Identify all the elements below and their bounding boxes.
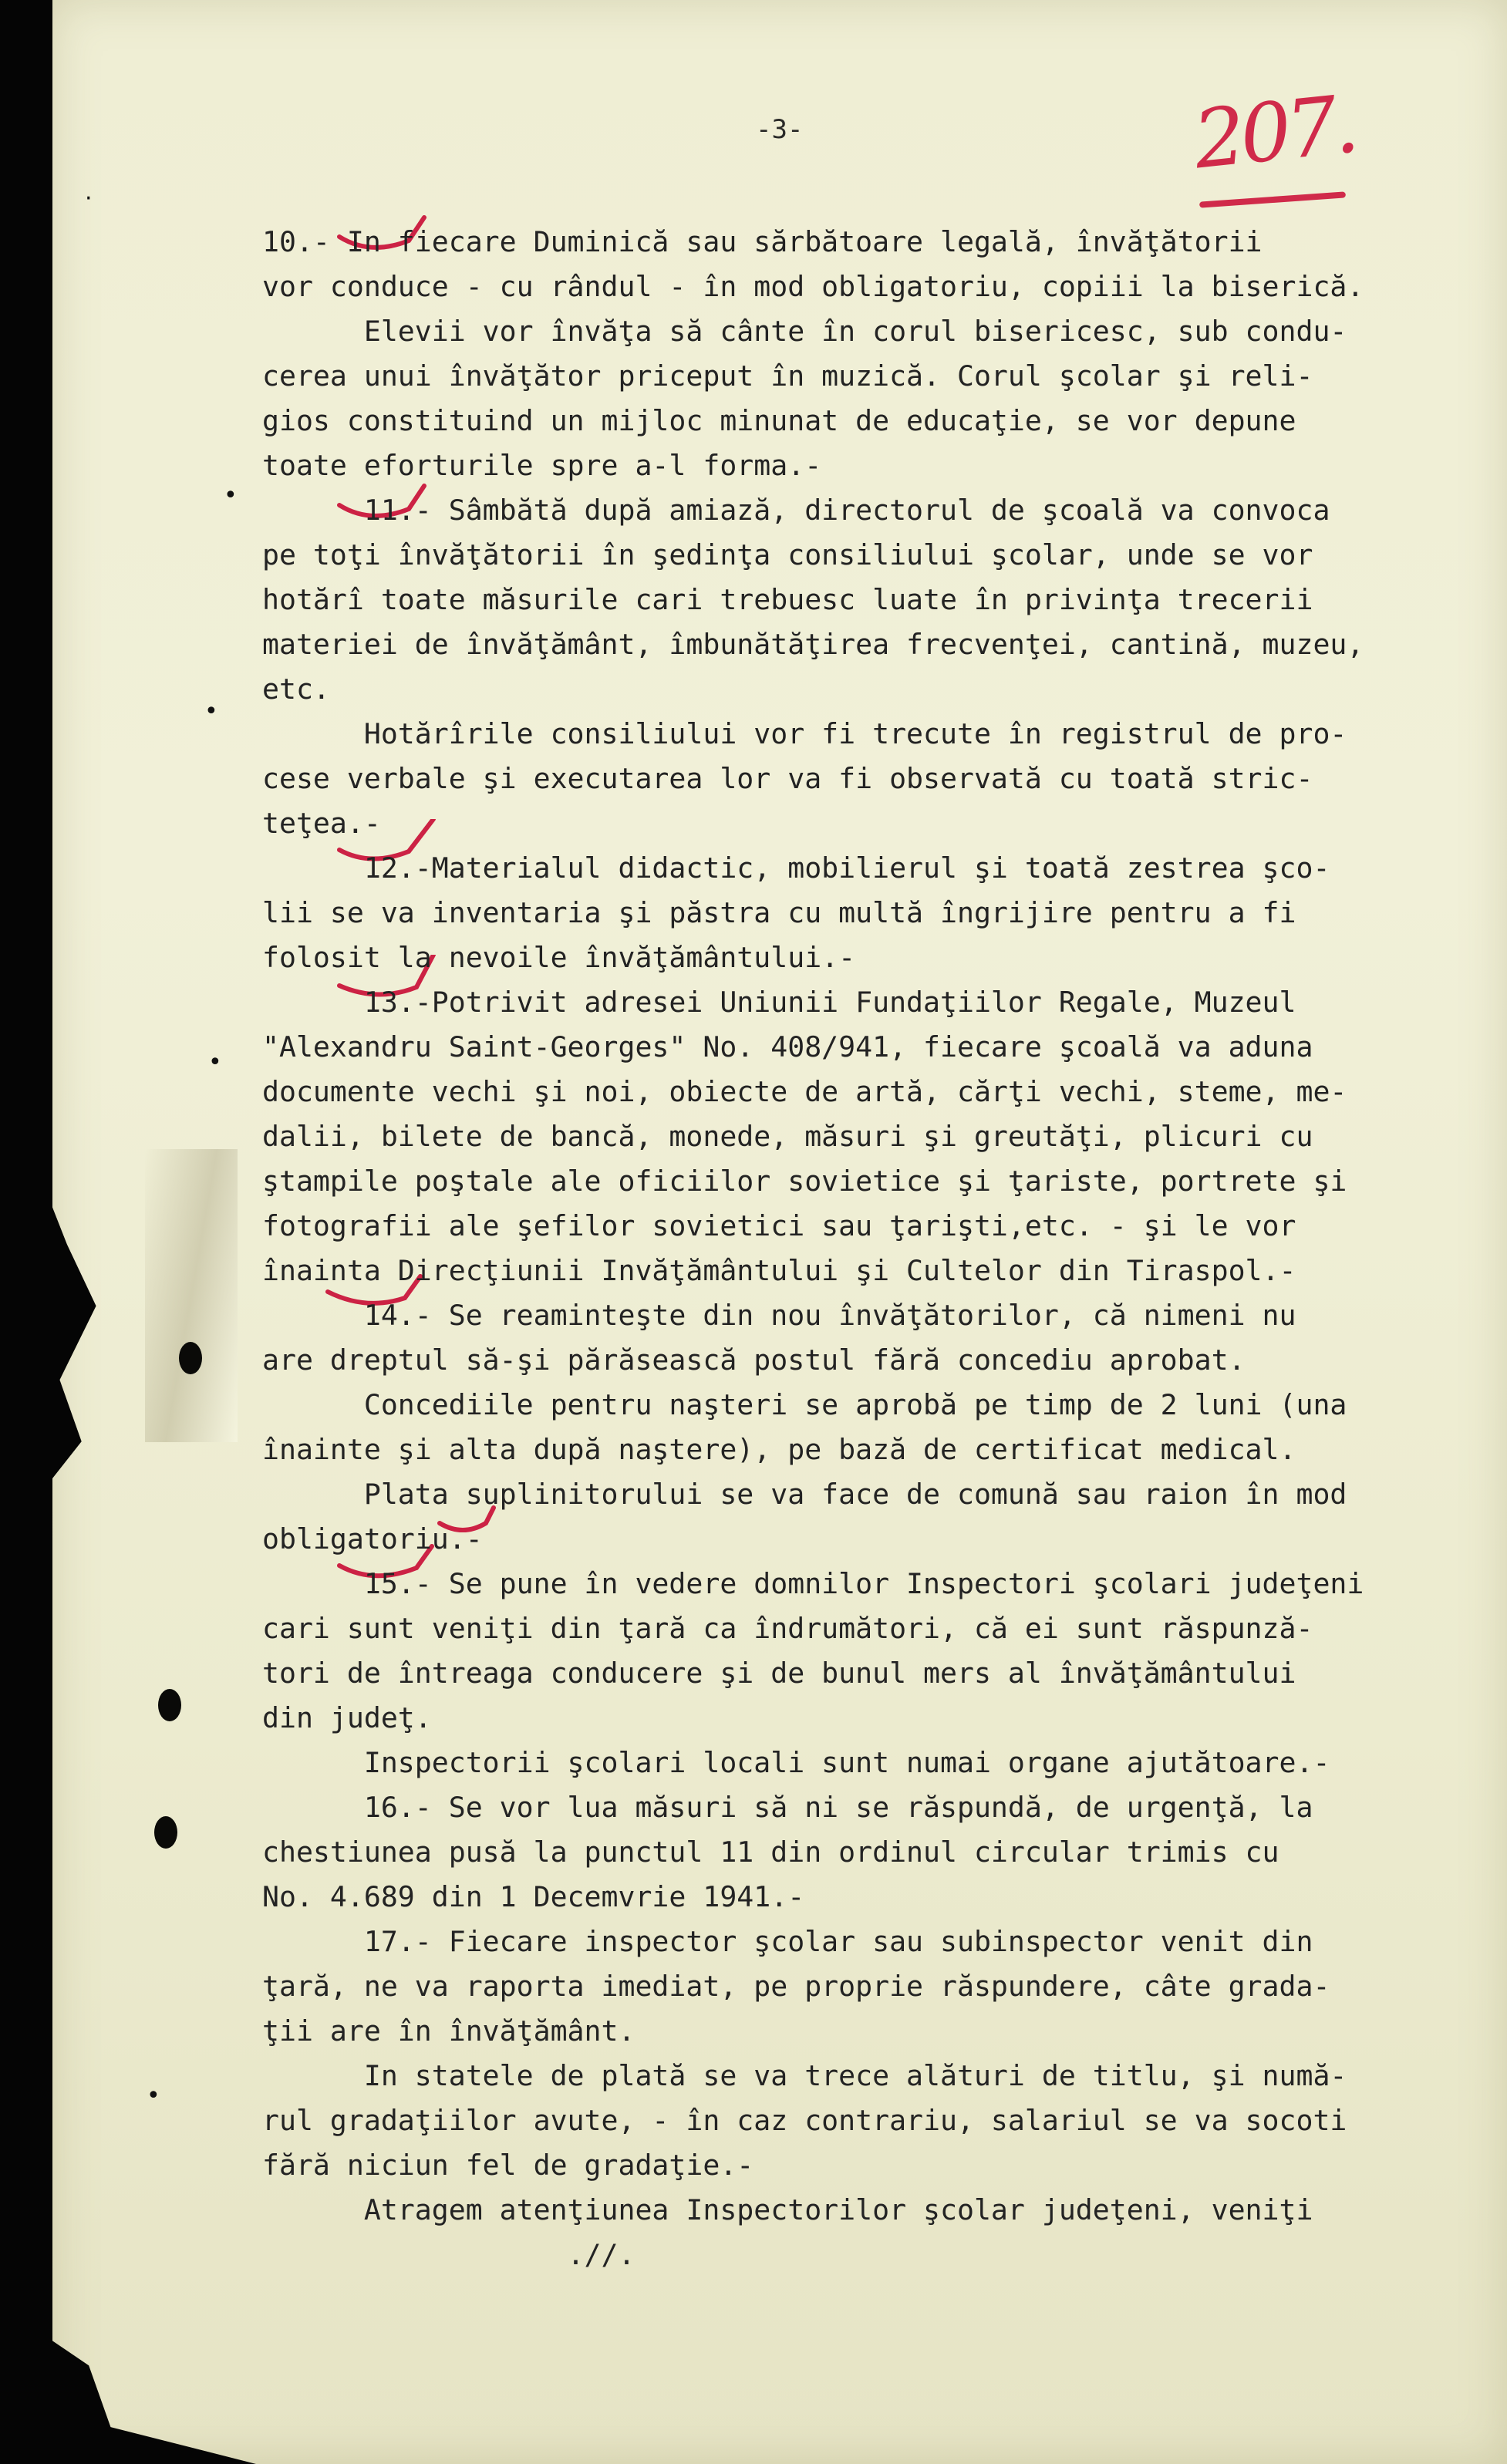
text-line: are dreptul să-şi părăsească postul fără concediu aprobat. (262, 1343, 1246, 1377)
text-line: 13.-Potrivit adresei Uniunii Fundaţiilor Regale, Muzeul (262, 986, 1296, 1019)
text-line: toate eforturile spre a-l forma.- (262, 449, 822, 482)
text-line: materiei de învăţământ, îmbunătăţirea frecvenţei, cantină, muzeu, (262, 628, 1364, 661)
text-line: 14.- Se reaminteşte din nou învăţătorilor, că nimeni nu (262, 1299, 1296, 1332)
page-number: -3- (756, 114, 804, 145)
text-line: In statele de plată se va trece alături de titlu, şi numă- (262, 2059, 1347, 2092)
text-line: gios constituind un mijloc minunat de educaţie, se vor depune (262, 404, 1296, 437)
punch-hole (154, 1816, 177, 1849)
text-line: din judeţ. (262, 1701, 432, 1734)
text-line: 11.- Sâmbătă după amiază, directorul de şcoală va convoca (262, 494, 1330, 527)
text-line: Elevii vor învăţa să cânte în corul bisericesc, sub condu- (262, 315, 1347, 348)
document-body (262, 220, 1450, 2277)
margin-mark: · (85, 185, 93, 212)
text-line: .//. (262, 2238, 636, 2271)
text-line: No. 4.689 din 1 Decemvrie 1941.- (262, 1880, 805, 1913)
text-line: Plata suplinitorului se va face de comună sau raion în mod (262, 1478, 1347, 1511)
margin-mark: • (224, 482, 238, 509)
text-line: 17.- Fiecare inspector şcolar sau subinspector venit din (262, 1925, 1313, 1958)
margin-mark: • (204, 698, 218, 725)
text-line: 10.- In fiecare Duminică sau sărbătoare legală, învăţătorii (262, 225, 1263, 258)
text-line: fotografii ale şefilor sovietici sau ţarişti,etc. - şi le vor (262, 1209, 1296, 1242)
text-line: etc. (262, 672, 330, 706)
text-line: dalii, bilete de bancă, monede, măsuri şi greutăţi, plicuri cu (262, 1120, 1313, 1153)
text-line: teţea.- (262, 807, 381, 840)
text-line: obligatoriu.- (262, 1522, 483, 1556)
paper-crease (145, 1149, 238, 1442)
text-line: Concediile pentru naşteri se aprobă pe timp de 2 luni (una (262, 1388, 1347, 1421)
text-line: 16.- Se vor lua măsuri să ni se răspundă, de urgenţă, la (262, 1791, 1313, 1824)
text-line: documente vechi şi noi, obiecte de artă, cărţi vechi, steme, me- (262, 1075, 1347, 1108)
text-line: vor conduce - cu rândul - în mod obligatoriu, copiii la biserică. (262, 270, 1364, 303)
handwritten-folio-number: 207. (1189, 76, 1359, 187)
text-line: ţară, ne va raporta imediat, pe proprie răspundere, câte grada- (262, 1970, 1330, 2003)
text-line: ţii are în învăţământ. (262, 2014, 636, 2048)
punch-hole (158, 1689, 181, 1721)
text-line: Atragem atenţiunea Inspectorilor şcolar judeţeni, veniţi (262, 2193, 1313, 2226)
text-line: înainta Direcţiunii Invăţământului şi Cultelor din Tiraspol.- (262, 1254, 1296, 1287)
text-line: ştampile poştale ale oficiilor sovietice şi ţariste, portrete şi (262, 1165, 1347, 1198)
text-line: Inspectorii şcolari locali sunt numai organe ajutătoare.- (262, 1746, 1330, 1779)
text-line: "Alexandru Saint-Georges" No. 408/941, fiecare şcoală va aduna (262, 1030, 1313, 1063)
text-line: cese verbale şi executarea lor va fi observată cu toată stric- (262, 762, 1313, 795)
text-line: folosit la nevoile învăţământului.- (262, 941, 856, 974)
punch-hole (179, 1342, 202, 1374)
text-line: înainte şi alta după naştere), pe bază de certificat medical. (262, 1433, 1296, 1466)
text-line: pe toţi învăţătorii în şedinţa consiliului şcolar, unde se vor (262, 538, 1313, 571)
text-line: tori de întreaga conducere şi de bunul mers al învăţământului (262, 1657, 1296, 1690)
text-line: 12.-Materialul didactic, mobilierul şi toată zestrea şco- (262, 851, 1330, 885)
text-line: Hotărîrile consiliului vor fi trecute în registrul de pro- (262, 717, 1347, 750)
text-line: hotărî toate măsurile cari trebuesc luate în privinţa trecerii (262, 583, 1313, 616)
margin-mark: • (208, 1049, 222, 1076)
text-line: rul gradaţiilor avute, - în caz contrariu, salariul se va socoti (262, 2104, 1347, 2137)
text-line: lii se va inventaria şi păstra cu multă îngrijire pentru a fi (262, 896, 1296, 929)
text-line: 15.- Se pune în vedere domnilor Inspectori şcolari judeţeni (262, 1567, 1364, 1600)
text-line: cari sunt veniţi din ţară ca îndrumători, că ei sunt răspunză- (262, 1612, 1313, 1645)
text-line: chestiunea pusă la punctul 11 din ordinul circular trimis cu (262, 1835, 1279, 1869)
margin-mark: • (147, 2082, 160, 2109)
text-line: fără niciun fel de gradaţie.- (262, 2149, 754, 2182)
text-line: cerea unui învăţător priceput în muzică. Corul şcolar şi reli- (262, 359, 1313, 393)
